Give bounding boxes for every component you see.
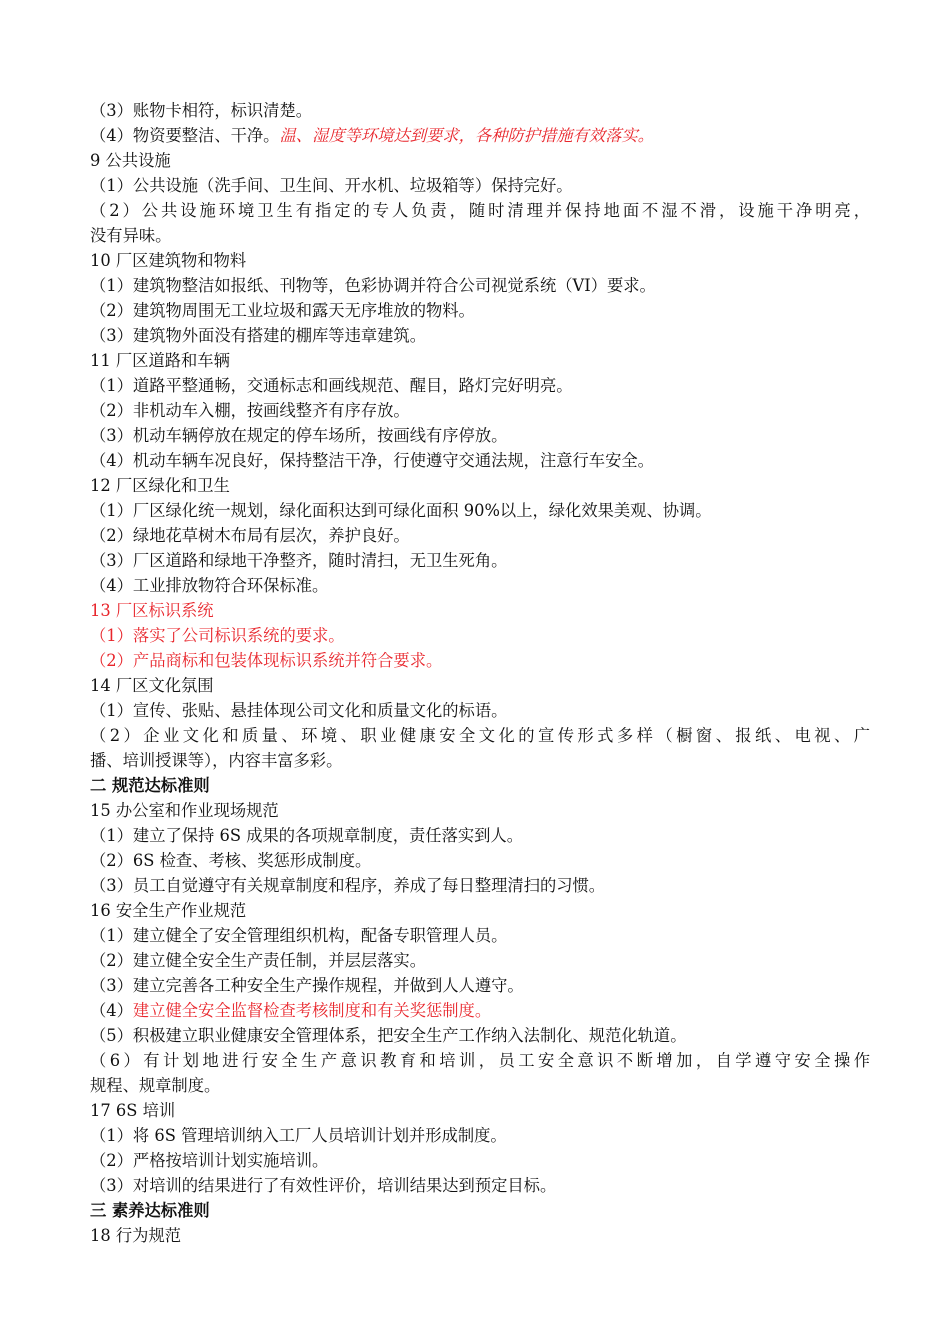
section-heading: 13 厂区标识系统 [90, 601, 214, 620]
text-line: （2）非机动车入棚，按画线整齐有序存放。 [90, 401, 410, 420]
section-heading: 18 行为规范 [90, 1226, 182, 1245]
chapter-heading: 三 素养达标准则 [90, 1201, 210, 1220]
text-line: （5）积极建立职业健康安全管理体系，把安全生产工作纳入法制化、规范化轨道。 [90, 1026, 687, 1045]
text-line: （1）厂区绿化统一规划，绿化面积达到可绿化面积 90%以上，绿化效果美观、协调。 [90, 501, 712, 520]
text-line: 没有异味。 [90, 226, 172, 245]
text-line: （2）建立健全安全生产责任制，并层层落实。 [90, 951, 426, 970]
section-heading: 11 厂区道路和车辆 [90, 351, 230, 370]
text-line: （2）建筑物周围无工业垃圾和露天无序堆放的物料。 [90, 301, 475, 320]
section-heading: 15 办公室和作业现场规范 [90, 801, 279, 820]
text-line: （3）对培训的结果进行了有效性评价，培训结果达到预定目标。 [90, 1176, 557, 1195]
text-line: （4）建立健全安全监督检查考核制度和有关奖惩制度。 [90, 1001, 492, 1020]
text-line: （3）建立完善各工种安全生产操作规程，并做到人人遵守。 [90, 976, 524, 995]
section-heading: 14 厂区文化氛围 [90, 676, 214, 695]
text-line: （3）建筑物外面没有搭建的棚库等违章建筑。 [90, 326, 426, 345]
text-line: （2）严格按培训计划实施培训。 [90, 1151, 329, 1170]
text-line: 播、培训授课等），内容丰富多彩。 [90, 751, 343, 770]
document-page [90, 98, 870, 1248]
text-line: （1）将 6S 管理培训纳入工厂人员培训计划并形成制度。 [90, 1126, 507, 1145]
text-line: （6）有计划地进行安全生产意识教育和培训，员工安全意识不断增加，自学遵守安全操作 [90, 1051, 870, 1070]
text-line: （1）建立健全了安全管理组织机构，配备专职管理人员。 [90, 926, 508, 945]
section-heading: 12 厂区绿化和卫生 [90, 476, 230, 495]
text-line: （2）产品商标和包装体现标识系统并符合要求。 [90, 651, 443, 670]
text-line: （4）物资要整洁、干净。温、湿度等环境达到要求，各种防护措施有效落实。 [90, 126, 654, 145]
section-heading: 17 6S 培训 [90, 1101, 176, 1120]
text-line: （2）绿地花草树木布局有层次，养护良好。 [90, 526, 410, 545]
text-line: （2）公共设施环境卫生有指定的专人负责，随时清理并保持地面不湿不滑，设施干净明亮， [90, 201, 870, 220]
section-heading: 16 安全生产作业规范 [90, 901, 247, 920]
chapter-heading: 二 规范达标准则 [90, 776, 210, 795]
text-line: （1）建立了保持 6S 成果的各项规章制度，责任落实到人。 [90, 826, 523, 845]
text-line: （4）机动车辆车况良好，保持整洁干净，行使遵守交通法规，注意行车安全。 [90, 451, 654, 470]
text-line: 规程、规章制度。 [90, 1076, 221, 1095]
text-line: （2）企业文化和质量、环境、职业健康安全文化的宣传形式多样（橱窗、报纸、电视、广 [90, 726, 870, 745]
highlighted-text: 温、湿度等环境达到要求，各种防护措施有效落实。 [279, 126, 654, 145]
section-heading: 9 公共设施 [90, 151, 171, 170]
text-line: （1）落实了公司标识系统的要求。 [90, 626, 345, 645]
text-line: （4）工业排放物符合环保标准。 [90, 576, 329, 595]
text-line: （2）6S 检查、考核、奖惩形成制度。 [90, 851, 372, 870]
text-line: （3）机动车辆停放在规定的停车场所，按画线有序停放。 [90, 426, 508, 445]
text-line: （3）员工自觉遵守有关规章制度和程序，养成了每日整理清扫的习惯。 [90, 876, 606, 895]
text-line: （1）公共设施（洗手间、卫生间、开水机、垃圾箱等）保持完好。 [90, 176, 573, 195]
text-line: （3）账物卡相符，标识清楚。 [90, 101, 313, 120]
section-heading: 10 厂区建筑物和物料 [90, 251, 247, 270]
text-line: （1）宣传、张贴、悬挂体现公司文化和质量文化的标语。 [90, 701, 508, 720]
text-line: （1）道路平整通畅，交通标志和画线规范、醒目，路灯完好明亮。 [90, 376, 573, 395]
text-line: （1）建筑物整洁如报纸、刊物等，色彩协调并符合公司视觉系统（VI）要求。 [90, 276, 656, 295]
highlighted-text: 建立健全安全监督检查考核制度和有关奖惩制度。 [132, 1001, 492, 1020]
text-line: （3）厂区道路和绿地干净整齐，随时清扫，无卫生死角。 [90, 551, 508, 570]
